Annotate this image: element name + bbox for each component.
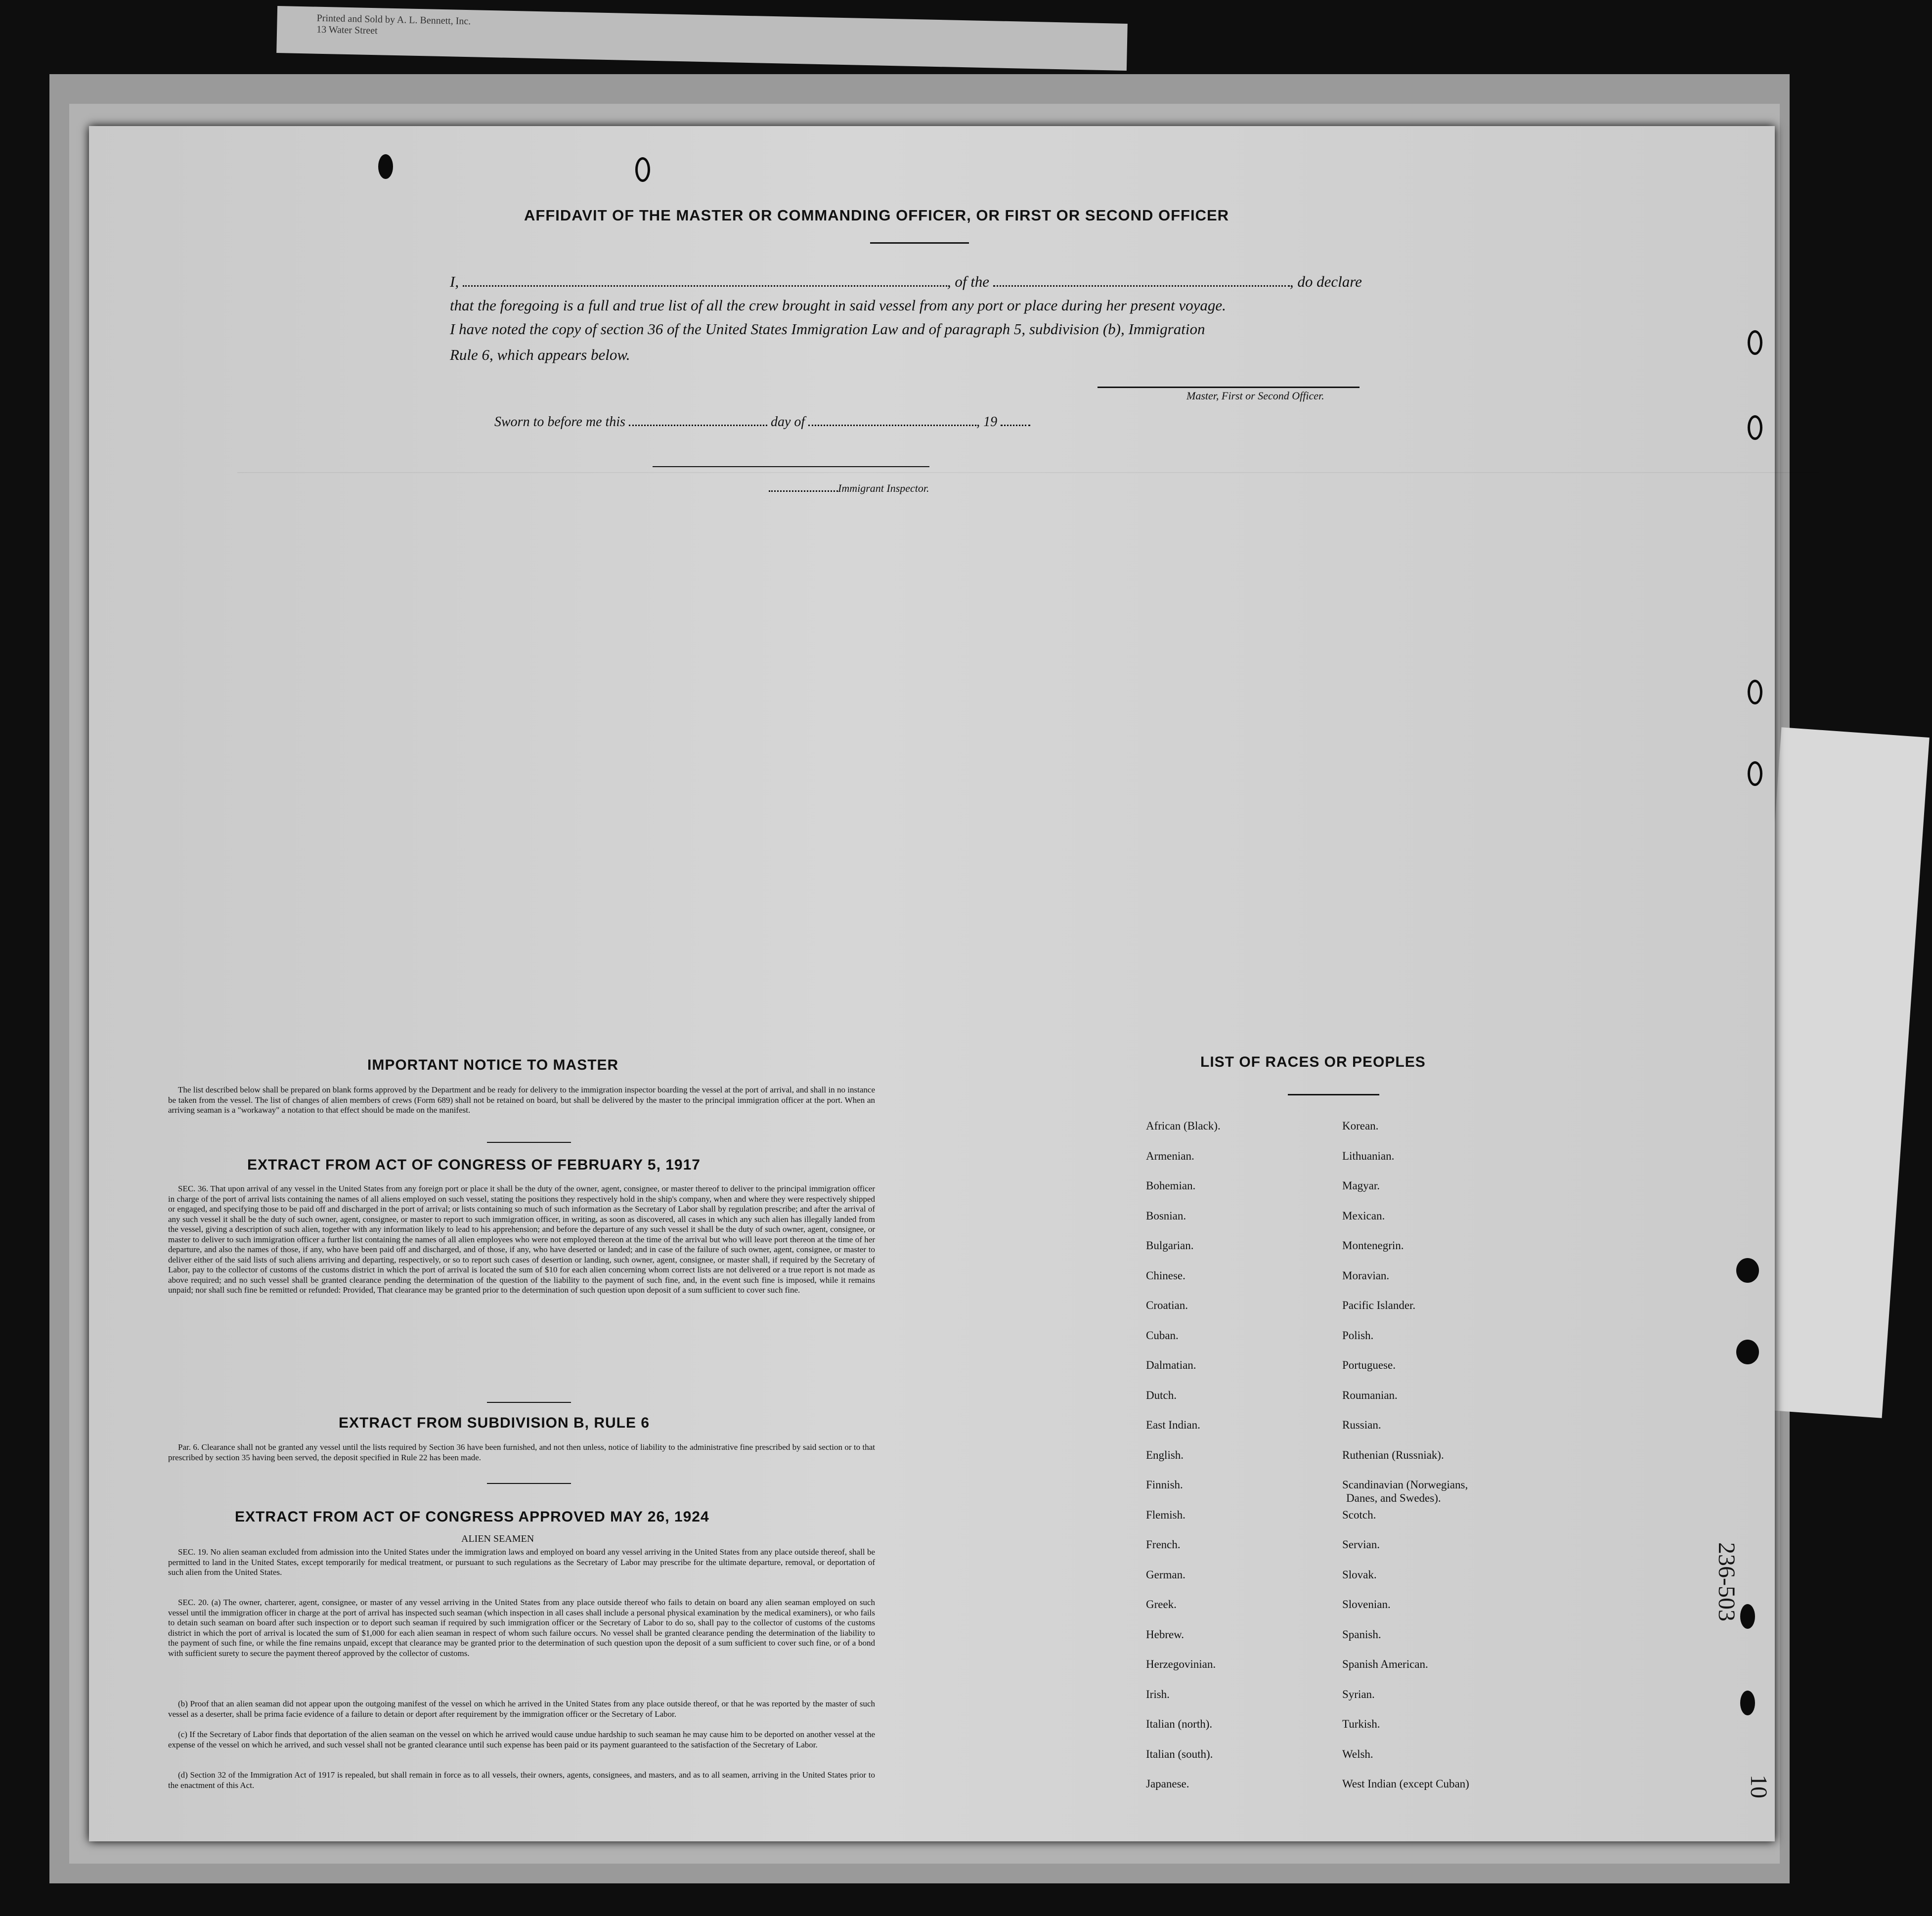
race-item: Moravian. <box>1342 1269 1390 1282</box>
divider <box>487 1402 571 1403</box>
of-the-label: , of the <box>947 273 990 290</box>
race-item: Scotch. <box>1342 1508 1376 1521</box>
punch-hole <box>635 157 650 182</box>
sec-20b-body: (b) Proof that an alien seaman did not appear upon the outgoing manifest of the vessel on which he arrived in the United States from any place outside thereof, or that he was reported by the master of such vessel as a deserter, shall be prima facie evidence of a failure to detain or deport after requirement by the immigration officer or the Secretary of Labor. <box>168 1699 875 1719</box>
race-item: Bulgarian. <box>1146 1239 1194 1252</box>
i-label: I, <box>450 273 459 290</box>
printer-strip <box>276 6 1128 71</box>
notice-body: The list described below shall be prepared on blank forms approved by the Department and be ready for delivery to the immigration inspector boarding the vessel at the port of arrival, and shall in no instance be taken from the vessel. The list of changes of alien members of crews (Form 689) shall not be retained on board, but shall be delivered by the master to the principal immigration officer at the port. When an arriving seaman is a "workaway" a notation to that effect should be made on the manifest. <box>168 1085 875 1115</box>
sworn-day-field[interactable] <box>629 415 767 426</box>
race-item: Lithuanian. <box>1342 1149 1395 1162</box>
race-item: French. <box>1146 1538 1181 1551</box>
divider <box>487 1142 571 1143</box>
notice-title: IMPORTANT NOTICE TO MASTER <box>367 1057 619 1073</box>
race-item: Magyar. <box>1342 1179 1380 1192</box>
race-item: German. <box>1146 1568 1186 1581</box>
race-item: Hebrew. <box>1146 1628 1185 1641</box>
race-item: Spanish. <box>1342 1628 1381 1641</box>
sworn-month-field[interactable] <box>808 415 976 426</box>
race-item: Pacific Islander. <box>1342 1299 1416 1311</box>
races-rule <box>1288 1094 1379 1095</box>
handwritten-corner: 10 <box>1746 1775 1772 1798</box>
punch-hole <box>1748 330 1762 355</box>
declare-label: , do declare <box>1289 273 1362 290</box>
declaration-line-3: I have noted the copy of section 36 of the United States Immigration Law and of paragraph 5, subdivision (b), Immigration <box>450 320 1205 338</box>
handwritten-number: 236-503 <box>1713 1542 1740 1621</box>
rule-6-body: Par. 6. Clearance shall not be granted any vessel until the lists required by Section 36 have been furnished, and not then unless, notice of liability to the administrative fine prescribed by said section or to that prescribed by section 35 having been served, the deposit specified in Rule 22 has been made. <box>168 1442 875 1462</box>
race-item: Mexican. <box>1342 1209 1385 1222</box>
race-item: Servian. <box>1342 1538 1380 1551</box>
race-item: East Indian. <box>1146 1419 1200 1431</box>
race-item: Syrian. <box>1342 1688 1375 1700</box>
race-item: Dalmatian. <box>1146 1359 1196 1371</box>
day-of-label: day of <box>770 414 805 430</box>
race-item: African (Black). <box>1146 1120 1221 1132</box>
affidavit-title: AFFIDAVIT OF THE MASTER OR COMMANDING OFFICER, OR FIRST OR SECOND OFFICER <box>524 207 1229 224</box>
race-item: Croatian. <box>1146 1299 1188 1311</box>
inspector-signature-line[interactable] <box>653 466 929 467</box>
punch-hole <box>1736 1340 1759 1364</box>
race-item: Scandinavian (Norwegians, <box>1342 1479 1468 1491</box>
sec-20d-body: (d) Section 32 of the Immigration Act of 1917 is repealed, but shall remain in force as to all vessels, their owners, agents, consignees, and masters, and as to all seamen, arriving in the United States prior to the enactment of this Act. <box>168 1770 875 1790</box>
inspector-label <box>769 482 929 495</box>
race-item: Slovak. <box>1342 1568 1377 1581</box>
race-item: Herzegovinian. <box>1146 1658 1216 1670</box>
inspector-dots <box>769 484 838 492</box>
act-1917-body: SEC. 36. That upon arrival of any vessel in the United States from any foreign port or place it shall be the duty of the owner, agent, consignee, or master thereof to deliver to the principal immigration officer in charge of the port of arrival lists containing the names of all aliens employed on such vessel, stating the positions they respectively hold in the ship's company, when and where they were respectively shipped or engaged, and specifying those to be paid off and discharged in the port of arrival; or lists containing so much of such information as the Secretary of Labor shall by regulation prescribe; and after the arrival of any such vessel it shall be the duty of such owner, agent, consignee, or master to report to such immigration officer, in writing, as soon as discovered, all cases in which any such alien has illegally landed from the vessel, giving a description of such alien, together with any information likely to lead to his apprehension; and before the departure of any such vessel it shall be the duty of such owner, agent, consignee, or master to deliver to such immigration officer a further list containing the names of all alien employees who were not employed thereon at the time of the arrival but who will leave port thereon at the time of her departure, and also the names of those, if any, who have been paid off and discharged, and of those, if any, who have deserted or landed; and in case of the failure of such owner, agent, consignee, or master to deliver either of the said lists of such aliens arriving and departing, respectively, or so to report such cases of desertion or landing, such owner, agent, consignee, or master shall, if required by the Secretary of Labor, pay to the collector of customs of the customs district in which the port of arrival is located the sum of $10 for each alien concerning whom correct lists are not delivered or a true report is not made as above required; and no such vessel shall be granted clearance pending the determination of the question of the liability to the payment of such fine, and, in the event such fine is imposed, while it remains unpaid; nor shall such fine be remitted or refunded: Provided, That clearance may be granted prior to the determination of such question upon deposit of a sum sufficient to cover such fine. <box>168 1184 875 1295</box>
race-item: Welsh. <box>1342 1747 1373 1760</box>
race-item: Ruthenian (Russniak). <box>1342 1448 1444 1461</box>
sworn-line <box>494 414 1030 430</box>
race-item: Roumanian. <box>1342 1389 1398 1401</box>
race-item: Portuguese. <box>1342 1359 1396 1371</box>
race-item: Slovenian. <box>1342 1598 1391 1611</box>
sec-20a-body: SEC. 20. (a) The owner, charterer, agent, consignee, or master of any vessel arriving in the United States from any place outside thereof who fails to detain on board any alien seaman employed on such vessel until the immigration officer in charge at the port of arrival has inspected such seaman (which inspection in all cases shall include a personal physical examination by the medical examiners), or who fails to detain such seaman on board after such inspection or to deport such seaman if required by such immigration officer or the Secretary of Labor to do so, shall pay to the collector of customs of the customs district in which the port of arrival is located the sum of $1,000 for each alien seaman in respect of whom such failure occurs. No vessel shall be granted clearance pending the determination of the liability to the payment of such fine, or while the fine remains unpaid, except that clearance may be granted prior to the determination of such question upon the deposit of a sum sufficient to cover such fine, or of a bond with sufficient surety to secure the payment thereof approved by the collector of customs. <box>168 1598 875 1658</box>
declaration-line-4: Rule 6, which appears below. <box>450 346 630 363</box>
year-label: , 19 <box>976 414 998 430</box>
race-item: Flemish. <box>1146 1508 1186 1521</box>
master-signature-line[interactable] <box>1098 387 1360 388</box>
sworn-year-field[interactable] <box>1001 415 1030 426</box>
race-item: Greek. <box>1146 1598 1177 1611</box>
races-title: LIST OF RACES OR PEOPLES <box>1200 1054 1426 1070</box>
act-1917-title: EXTRACT FROM ACT OF CONGRESS OF FEBRUARY 5, 1917 <box>247 1157 701 1173</box>
vessel-field[interactable] <box>993 275 1290 287</box>
punch-hole <box>1740 1604 1755 1629</box>
sworn-label: Sworn to before me this <box>494 414 625 430</box>
declaration-line-1 <box>450 273 1362 291</box>
act-1924-title: EXTRACT FROM ACT OF CONGRESS APPROVED MAY 26, 1924 <box>235 1509 709 1525</box>
race-item: Dutch. <box>1146 1389 1177 1401</box>
race-item: Italian (south). <box>1146 1747 1213 1760</box>
sec-20c-body: (c) If the Secretary of Labor finds that deportation of the alien seaman on the vessel on which he arrived would cause undue hardship to such seaman he may cause him to be deported on another vessel at the expense of the vessel on which he arrived, and such vessel shall not be granted clearance until such expense has been paid or its payment guaranteed to the satisfaction of the Secretary of Labor. <box>168 1730 875 1749</box>
race-item: Cuban. <box>1146 1329 1179 1342</box>
declaration-line-2: that the foregoing is a full and true list of all the crew brought in said vessel from any port or place during her present voyage. <box>450 297 1226 314</box>
divider <box>487 1483 571 1484</box>
punch-hole <box>1740 1691 1755 1715</box>
race-item: Japanese. <box>1146 1778 1189 1790</box>
race-item: Finnish. <box>1146 1479 1183 1491</box>
race-item: Chinese. <box>1146 1269 1186 1282</box>
race-item: Danes, and Swedes). <box>1346 1492 1441 1504</box>
race-item: Turkish. <box>1342 1718 1380 1730</box>
inspector-label-text: Immigrant Inspector. <box>838 482 929 494</box>
sec-19-body: SEC. 19. No alien seaman excluded from admission into the United States under the immigration laws and employed on board any vessel arriving in the United States from any place outside thereof, shall be permitted to land in the United States, except temporarily for medical treatment, or pursuant to such regulations as the Secretary of Labor may prescribe for the ultimate departure, removal, or deportation of such alien from the United States. <box>168 1547 875 1577</box>
punch-hole <box>1748 761 1762 786</box>
rule-6-title: EXTRACT FROM SUBDIVISION B, RULE 6 <box>339 1415 650 1431</box>
alien-seamen-subtitle: ALIEN SEAMEN <box>461 1533 534 1544</box>
name-field[interactable] <box>463 275 947 287</box>
form-sheet <box>89 126 1775 1841</box>
race-item: Montenegrin. <box>1342 1239 1404 1252</box>
punch-hole <box>378 154 393 179</box>
race-item: Bosnian. <box>1146 1209 1186 1222</box>
punch-hole <box>1748 680 1762 704</box>
title-rule <box>870 242 969 244</box>
punch-hole <box>1736 1258 1759 1283</box>
race-item: Armenian. <box>1146 1149 1194 1162</box>
race-item: Russian. <box>1342 1419 1381 1431</box>
race-item: English. <box>1146 1448 1184 1461</box>
punch-hole <box>1748 415 1762 440</box>
race-item: Italian (north). <box>1146 1718 1213 1730</box>
race-item: Irish. <box>1146 1688 1170 1700</box>
master-signature-label: Master, First or Second Officer. <box>1186 390 1324 402</box>
race-item: West Indian (except Cuban) <box>1342 1778 1469 1790</box>
race-item: Spanish American. <box>1342 1658 1428 1670</box>
printer-line-1: Printed and Sold by A. L. Bennett, Inc. <box>316 12 471 27</box>
race-item: Bohemian. <box>1146 1179 1196 1192</box>
race-item: Polish. <box>1342 1329 1374 1342</box>
printer-line-2: 13 Water Street <box>316 24 378 37</box>
race-item: Korean. <box>1342 1120 1379 1132</box>
